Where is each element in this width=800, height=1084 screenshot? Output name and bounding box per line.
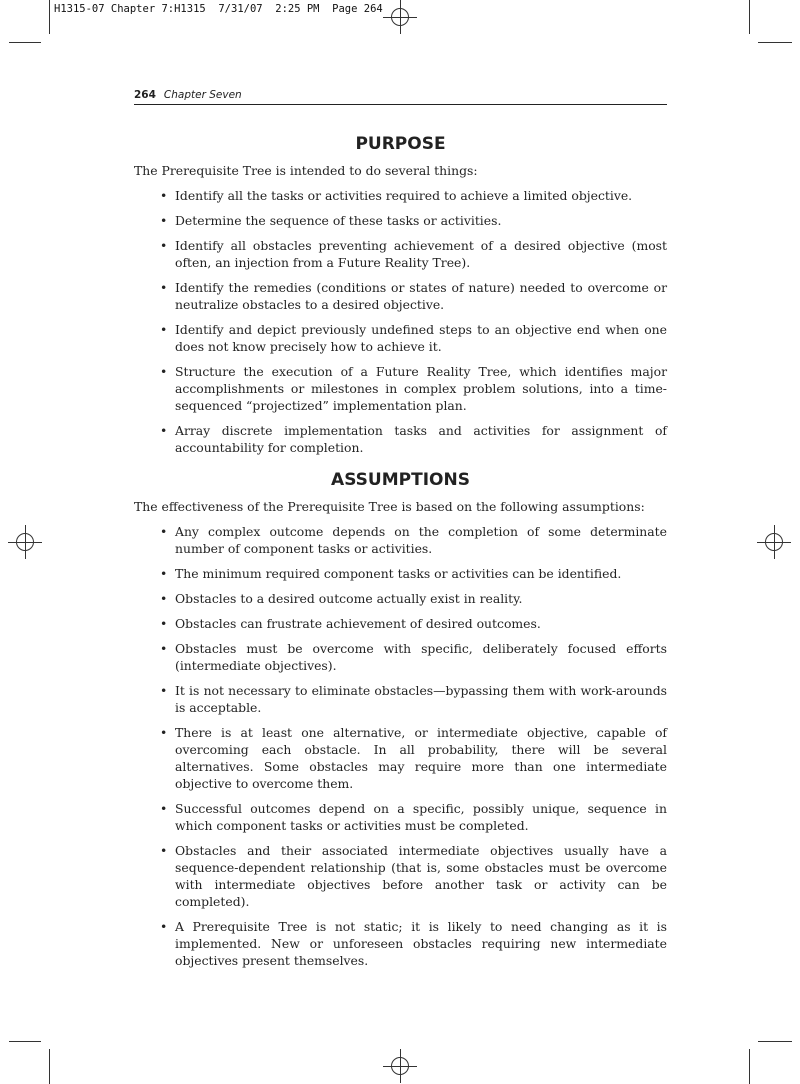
assumption-item: • There is at least one alternative, or intermediate objective, capable of overcoming each obstacle. In all probability, there will be several alternatives. Some obstacles may require more than one intermediate objective to overcome them. [134,724,667,792]
chapter-title: Chapter Seven [163,89,242,101]
crop-mark-bottom-right-v [749,1049,750,1084]
purpose-item: • Array discrete implementation tasks and activities for assignment of accountability for completion. [134,422,667,456]
page-number: 264 [134,89,156,101]
purpose-list [134,187,667,456]
page-body [134,132,667,977]
purpose-item: • Identify all the tasks or activities required to achieve a limited objective. [134,187,667,204]
assumption-item: • Obstacles to a desired outcome actually exist in reality. [134,590,667,607]
section-heading-assumptions: ASSUMPTIONS [331,470,470,490]
assumption-item: • Successful outcomes depend on a specific, possibly unique, sequence in which component tasks or activities must be completed. [134,800,667,834]
section-heading-purpose: PURPOSE [355,134,446,154]
crop-mark-bottom-left-v [49,1049,50,1084]
assumption-item: • Obstacles must be overcome with specific, deliberately focused efforts (intermediate objectives). [134,640,667,674]
assumption-item: • The minimum required component tasks or activities can be identified. [134,565,667,582]
crop-mark-top-left-h [9,42,41,43]
assumptions-intro: The effectiveness of the Prerequisite Tree is based on the following assumptions: [134,499,645,514]
crop-mark-bottom-right-h [758,1041,792,1042]
purpose-item: • Identify all obstacles preventing achievement of a desired objective (most often, an injection from a Future Reality Tree). [134,237,667,271]
assumption-item: • Obstacles and their associated intermediate objectives usually have a sequence-dependent relationship (that is, some obstacles must be overcome with intermediate objectives before another task or activity can be completed). [134,842,667,910]
purpose-item: • Structure the execution of a Future Reality Tree, which identifies major accomplishments or milestones in complex problem solutions, into a time-sequenced “projectized” implementation plan. [134,363,667,414]
registration-mark-bottom [391,1057,409,1075]
registration-mark-right [765,533,783,551]
assumption-item: • It is not necessary to eliminate obstacles—bypassing them with work-arounds is acceptable. [134,682,667,716]
purpose-item: • Identify and depict previously undefined steps to an objective end when one does not know precisely how to achieve it. [134,321,667,355]
assumption-item: • A Prerequisite Tree is not static; it is likely to need changing as it is implemented. New or unforeseen obstacles requiring new intermediate objectives present themselves. [134,918,667,969]
registration-mark-top [391,8,409,26]
running-head [134,89,667,105]
crop-mark-bottom-left-h [9,1041,41,1042]
crop-mark-top-right-v [749,0,750,34]
assumptions-list [134,523,667,969]
crop-mark-top-left-v [49,0,50,34]
crop-mark-top-right-h [758,42,792,43]
registration-mark-left [16,533,34,551]
printer-slug: H1315-07 Chapter 7:H1315 7/31/07 2:25 PM Page 264 [54,3,383,15]
assumption-item: • Any complex outcome depends on the completion of some determinate number of component tasks or activities. [134,523,667,557]
purpose-item: • Determine the sequence of these tasks or activities. [134,212,667,229]
purpose-item: • Identify the remedies (conditions or states of nature) needed to overcome or neutralize obstacles to a desired objective. [134,279,667,313]
purpose-intro: The Prerequisite Tree is intended to do several things: [134,163,478,178]
assumption-item: • Obstacles can frustrate achievement of desired outcomes. [134,615,667,632]
